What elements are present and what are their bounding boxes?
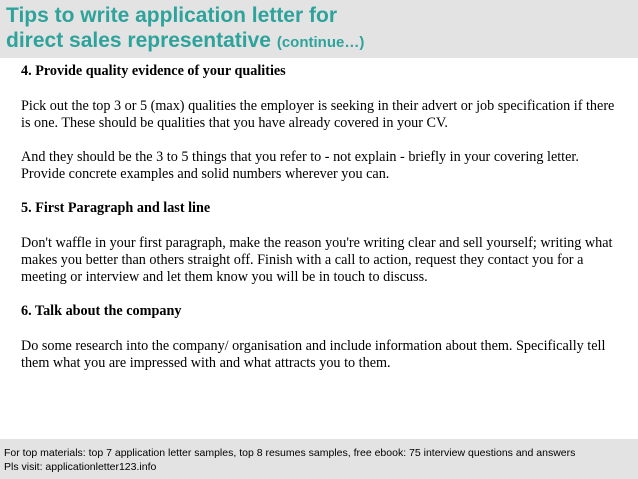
footer-line-2: Pls visit: applicationletter123.info (4, 461, 157, 473)
tips-content (21, 63, 621, 389)
title-line-2: direct sales representative (6, 29, 271, 52)
footer-line-1: For top materials: top 7 application letter samples, top 8 resumes samples, free ebook: 75 interview questions and answers (4, 447, 576, 459)
section-heading-5: 5. First Paragraph and last line (21, 200, 211, 216)
section-heading-6: 6. Talk about the company (21, 303, 182, 319)
footer-bar (0, 439, 638, 479)
section-4-paragraph-1: Pick out the top 3 or 5 (max) qualities the employer is seeking in their advert or job specification if there is one. These should be qualities that you have already covered in your CV. (21, 98, 615, 131)
section-6-paragraph-1: Do some research into the company/ organisation and include information about them. Specifically tell them what you are impressed with and what attracts you to them. (21, 338, 606, 371)
header-bar (0, 0, 638, 58)
title-line-1: Tips to write application letter for (6, 4, 337, 27)
page-title (6, 3, 364, 55)
section-heading-4: 4. Provide quality evidence of your qualities (21, 63, 286, 79)
section-4-paragraph-2: And they should be the 3 to 5 things that you refer to - not explain - briefly in your covering letter. Provide concrete examples and solid numbers wherever you can. (21, 149, 579, 182)
title-suffix: (continue…) (276, 34, 365, 51)
section-5-paragraph-1: Don't waffle in your first paragraph, make the reason you're writing clear and sell yourself; writing what makes you better than others straight off. Finish with a call to action, request they contact you for a meeting or interview and let them know you will be in touch to discuss. (21, 235, 613, 285)
